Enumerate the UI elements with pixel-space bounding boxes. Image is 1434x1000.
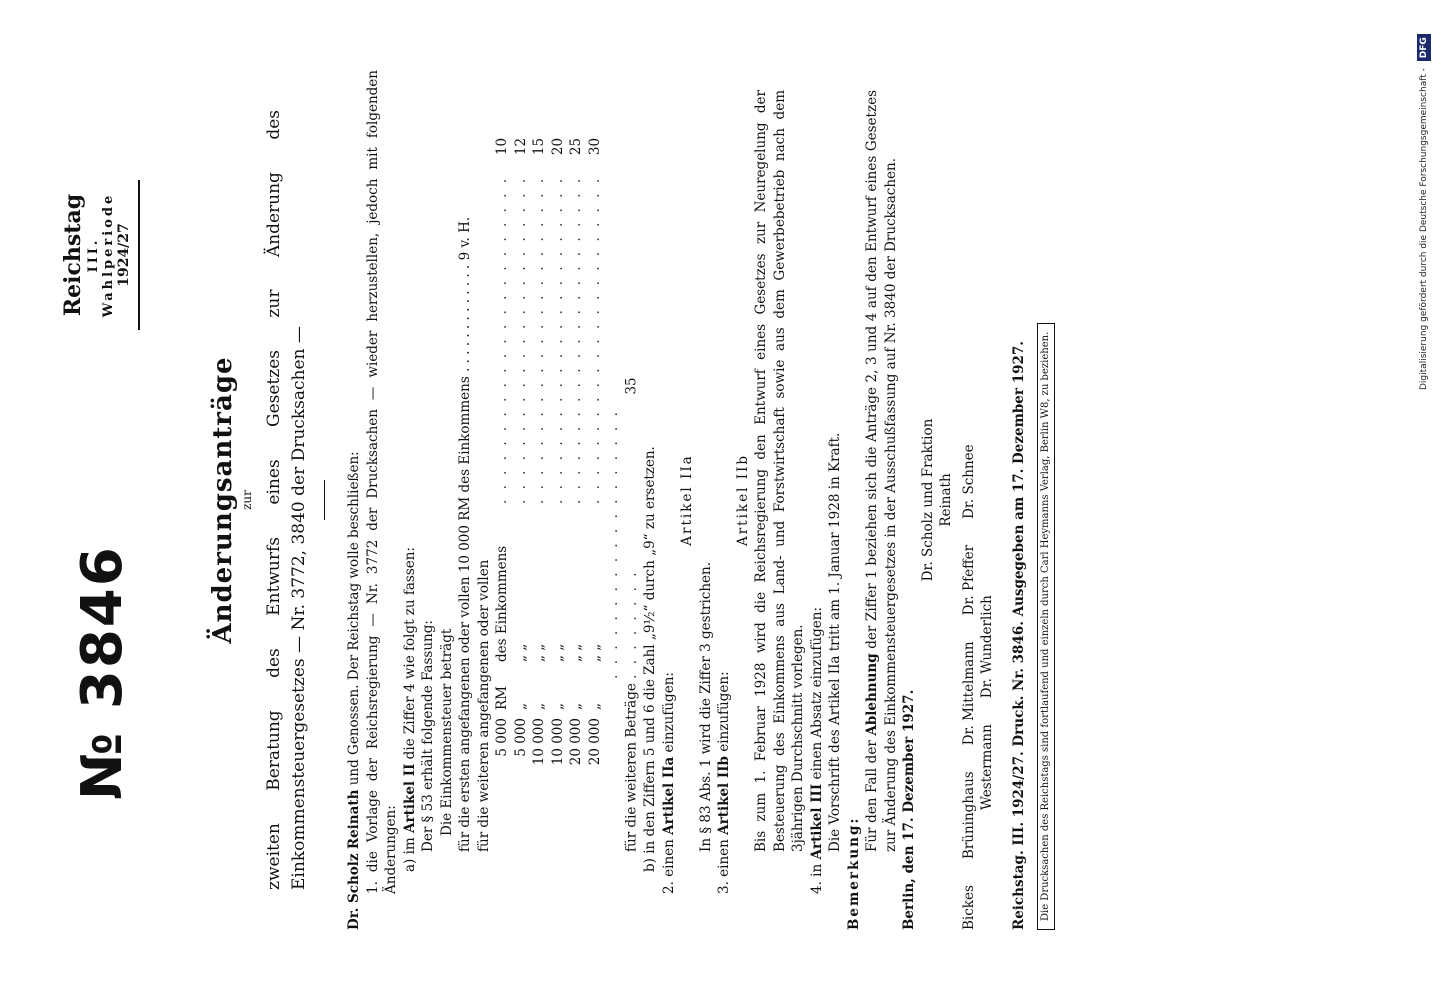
tax-bracket-table bbox=[493, 134, 604, 782]
bracket-percent: 25 bbox=[568, 137, 584, 156]
signature-name: Dr. Mittelmann bbox=[960, 641, 977, 746]
bracket-percent: 15 bbox=[531, 137, 547, 156]
bracket-amount: 20 000 bbox=[568, 718, 584, 766]
item-2-post: einzufügen: bbox=[660, 672, 677, 753]
place-date: Berlin, den 17. Dezember 1927. bbox=[901, 689, 917, 930]
bracket-amount: 5 000 bbox=[494, 718, 510, 757]
bracket-percent: 20 bbox=[549, 137, 566, 156]
bracket-unit: „ bbox=[549, 703, 566, 710]
dfg-logo-icon: DFG bbox=[1417, 34, 1431, 61]
bracket-label: „ „ bbox=[512, 643, 529, 662]
dot-leader: . . . . . . . . . . . . . . . . . . . . . . . . . . . bbox=[605, 409, 640, 679]
item-2 bbox=[660, 70, 679, 930]
signature-name: Dr. Schnee bbox=[960, 444, 977, 519]
reichstag-label: Reichstag bbox=[60, 193, 86, 317]
tax-bracket-row bbox=[530, 134, 549, 782]
document-title-block bbox=[208, 70, 254, 930]
tax-further-amounts bbox=[604, 70, 641, 930]
credit-text: Digitalisierung gefördert durch die Deutsche Forschungsgemeinschaft - bbox=[1419, 68, 1429, 390]
article-3-text: Die Vorschrift des Artikel IIa tritt am 1. Januar 1928 in Kraft. bbox=[827, 432, 843, 852]
bracket-unit: „ bbox=[512, 703, 529, 710]
document-footer bbox=[1011, 70, 1055, 930]
bracket-unit: „ bbox=[586, 703, 603, 710]
bracket-label: „ „ bbox=[549, 643, 566, 662]
signature-name: Brüninghaus bbox=[960, 771, 977, 860]
bracket-unit: RM bbox=[494, 686, 510, 710]
dot-leader: . . . . . . . . . . . . . . . . . . . . . . . bbox=[586, 175, 603, 504]
further-amounts-pct: 35 bbox=[623, 377, 640, 395]
dot-leader: . . . . . . . . . . . . . . . . . . . . . . . bbox=[512, 175, 529, 504]
wahlperiode-label: III. Wahlperiode bbox=[86, 192, 116, 318]
tax-bracket-row bbox=[549, 134, 568, 782]
digitization-credit bbox=[1417, 10, 1431, 390]
item-1a bbox=[401, 70, 420, 930]
bracket-amount: 10 000 bbox=[549, 718, 566, 766]
bracket-percent: 10 bbox=[494, 137, 510, 156]
movers-rest: und Genossen. bbox=[346, 684, 362, 786]
item-2-pre: 2. einen bbox=[660, 839, 677, 894]
footer-notice: Die Drucksachen des Reichstags sind fortlaufend und einzeln durch Carl Heymanns Verlag, Berlin W8, zu beziehen. bbox=[1037, 323, 1055, 930]
dot-leader: . . . . . . . . . . . . . . . . . . . . . . . bbox=[531, 175, 547, 504]
bracket-amount: 5 000 bbox=[512, 718, 529, 757]
item-1a-post: die Ziffer 4 wie folgt zu fassen: bbox=[401, 546, 418, 760]
item-2-article: Artikel IIa bbox=[660, 756, 677, 835]
title-separator bbox=[324, 480, 325, 520]
movers-name: Dr. Scholz bbox=[346, 853, 362, 930]
movers-name-2: Reinath bbox=[346, 789, 362, 850]
item-1a-article: Artikel II bbox=[401, 763, 418, 833]
tax-bracket-row bbox=[493, 134, 512, 782]
signature-name: Dr. Wunderlich bbox=[979, 595, 995, 699]
item-3 bbox=[715, 70, 734, 930]
further-amounts-label: für die weiteren Beträge bbox=[623, 683, 640, 852]
signatures-row-2 bbox=[978, 70, 997, 810]
signatures-row-1 bbox=[960, 70, 979, 930]
item-4-pre: 4. in bbox=[808, 863, 825, 894]
item-4-article: Artikel III bbox=[808, 783, 825, 860]
tax-bracket-row bbox=[567, 134, 586, 782]
signers-line-2: Reinath bbox=[938, 473, 954, 527]
tax-intro: Die Einkommensteuer beträgt bbox=[438, 628, 455, 836]
remark-bold: Ablehnung bbox=[864, 653, 880, 736]
article-2a-text: In § 83 Abs. 1 wird die Ziffer 3 gestrichen. bbox=[697, 562, 714, 852]
document-number: № 3846 bbox=[70, 545, 135, 800]
item-4-post: einen Absatz einzufügen: bbox=[808, 607, 825, 780]
movers-line bbox=[345, 70, 364, 930]
item-1b: b) in den Ziffern 5 und 6 die Zahl „9½“ durch „9“ zu ersetzen. bbox=[642, 446, 658, 872]
signature-name: Bickes bbox=[960, 885, 977, 930]
signers-line-1: Dr. Scholz und Fraktion bbox=[919, 418, 936, 582]
dot-leader: . . . . . . . . . . . . . . . . . . . . . . . bbox=[549, 175, 566, 504]
paragraph-53-line: Der § 53 erhält folgende Fassung: bbox=[420, 620, 436, 852]
remark-text-post: der Ziffer 1 beziehen sich die Anträge 2, 3 und 4 auf den Entwurf eines Gesetzes zur Änderung des Einkommensteuergesetzes in der Ausschußfassung auf Nr. 3840 der Drucksachen. bbox=[864, 89, 899, 852]
document-header bbox=[60, 70, 180, 930]
bracket-unit: „ bbox=[531, 703, 547, 710]
item-3-pre: 3. einen bbox=[716, 839, 732, 894]
bracket-amount: 20 000 bbox=[586, 718, 603, 766]
reichstag-block bbox=[60, 180, 140, 330]
title-zur: zur bbox=[240, 490, 254, 510]
document-title: Änderungsanträge bbox=[208, 356, 238, 644]
document-intro: zweiten Beratung des Entwurfs eines Gesetzes zur Änderung des Einkommensteuergesetzes — Nr. 3772, 3840 der Drucksachen — bbox=[264, 110, 309, 890]
tax-first-bracket: für die ersten angefangenen oder vollen 10 000 RM des Einkommens . . . . . . . . . . . . . 9 v. H. bbox=[457, 216, 473, 852]
footer-imprint: Reichstag. III. 1924/27. Druck. Nr. 3846. Ausgegeben am 17. Dezember 1927. bbox=[1010, 341, 1027, 930]
bracket-label: „ „ bbox=[531, 643, 547, 662]
article-2b-heading: Artikel IIb bbox=[734, 453, 751, 547]
tax-further-label: für die weiteren angefangenen oder vollen bbox=[475, 559, 492, 852]
remark-text-pre: Für den Fall der bbox=[864, 740, 880, 852]
article-2b-text: Bis zum 1. Februar 1928 wird die Reichsregierung den Entwurf eines Gesetzes zur Neuregelung der Besteuerung des Einkommens aus Land- und Forstwirtschaft sowie aus dem Gewerbebetrieb nach dem 3jährigen Durchschnitt vorlegen. bbox=[753, 90, 806, 852]
signature-name: Dr. Pfeffer bbox=[960, 544, 977, 616]
signature-name: Westermann bbox=[979, 724, 995, 810]
item-1: 1. die Vorlage der Reichsregierung — Nr. 3772 der Drucksachen — wieder herzustellen, jedoch mit folgenden Änderungen: bbox=[364, 70, 399, 894]
article-2a-heading: Artikel IIa bbox=[679, 454, 695, 546]
remark-heading: Bemerkung: bbox=[845, 816, 862, 930]
item-3-article: Artikel IIb bbox=[716, 756, 732, 835]
bracket-unit: „ bbox=[568, 703, 584, 710]
item-1a-pre: a) im bbox=[401, 837, 418, 872]
years-label: 1924/27 bbox=[116, 223, 132, 287]
dot-leader: . . . . . . . . . . . . . . . . . . . . . . . bbox=[494, 175, 510, 504]
bracket-percent: 12 bbox=[512, 137, 529, 156]
item-4 bbox=[808, 70, 827, 930]
dot-leader: . . . . . . . . . . . . . . . . . . . . . . . bbox=[568, 175, 584, 504]
remark-text bbox=[863, 70, 900, 930]
bracket-label: des Einkommens bbox=[494, 545, 510, 662]
bracket-percent: 30 bbox=[586, 137, 603, 156]
bracket-label: „ „ bbox=[568, 643, 584, 662]
item-3-post: einzufügen: bbox=[716, 671, 732, 752]
document-body bbox=[345, 70, 997, 930]
bracket-amount: 10 000 bbox=[531, 718, 547, 766]
bracket-label: „ „ bbox=[586, 643, 603, 662]
tax-bracket-row bbox=[512, 134, 531, 782]
resolve-text: Der Reichstag wolle beschließen: bbox=[346, 451, 362, 681]
tax-bracket-row bbox=[586, 134, 605, 782]
